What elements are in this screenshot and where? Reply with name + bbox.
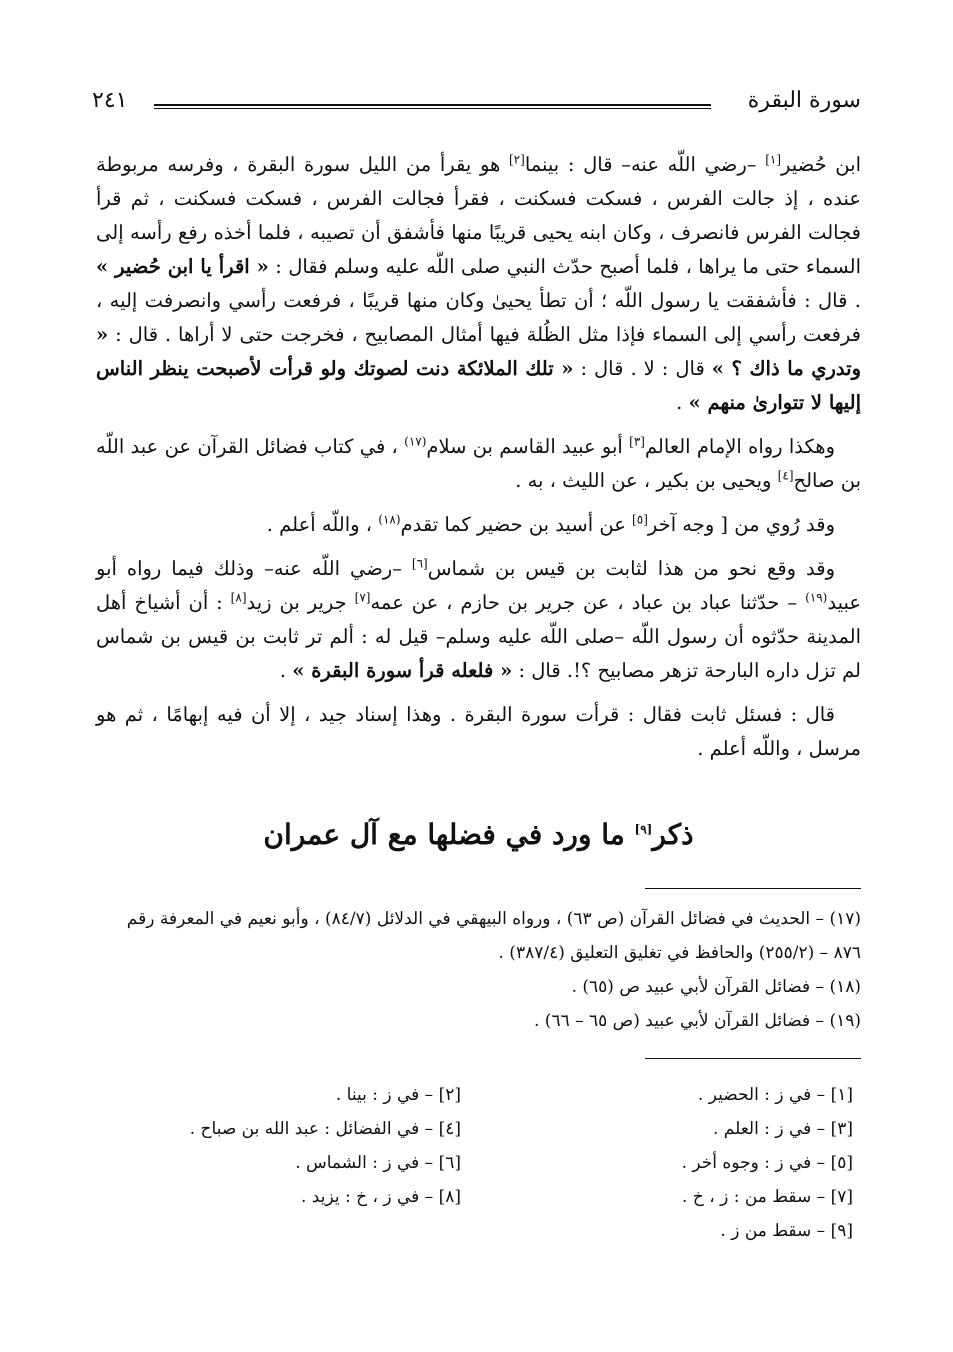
text-run: .	[279, 659, 293, 682]
hadith-quote: « وتدري ما ذاك ؟ »	[96, 323, 861, 380]
text-run: وقد رُوي من [ وجه آخر	[647, 513, 835, 536]
variant-note-8: [٨] – في ز ، خ : يزيد .	[300, 1187, 461, 1207]
variant-note-7: [٧] – سقط من : ز ، خ .	[682, 1187, 853, 1207]
note-ref: [٧]	[354, 590, 371, 605]
variant-notes-right-column	[593, 1078, 853, 1248]
main-text	[96, 148, 861, 766]
text-run: – حدّثنا عباد بن عباد ، عن جرير بن حازم ، عن عمه	[370, 591, 806, 614]
section-heading	[96, 818, 861, 851]
variant-note-6: [٦] – في ز : الشماس .	[295, 1153, 461, 1173]
footnote-18: (١٨) – فضائل القرآن لأبي عبيد ص (٦٥) .	[571, 977, 861, 997]
text-run: وقد وقع نحو من هذا لثابت بن قيس بن شماس	[427, 557, 835, 580]
text-run: –رضي اللّه عنه– وذلك فيما رواه أبو عبيد	[96, 557, 861, 614]
note-ref: [١]	[765, 152, 782, 167]
variant-note-2: [٢] – في ز : بينا .	[335, 1085, 461, 1105]
text-run: هو يقرأ من الليل سورة البقرة ، وفرسه مربوطة عنده ، إذ جالت الفرس ، فسكت فسكنت ، فقرأ فجالت الفرس ، فسكت فسكنت ، ثم قرأ فجالت الفرس فانصرف ، وكان ابنه يحيى قريبًا منها فأشفق أن تصيبه ، فلما أخذه رفع رأسه إلى السماء حتى ما يراها ، فلما أصبح حدّث النبي صلى اللّه عليه وسلم فقال :	[96, 153, 861, 278]
text-run: أبو عبيد القاسم بن سلام	[426, 435, 630, 458]
hadith-quote: « اقرأ يا ابن حُضير »	[96, 255, 269, 278]
heading-text: ذكر	[652, 818, 694, 851]
text-run: ، في كتاب فضائل القرآن عن عبد اللّه بن صالح	[96, 435, 861, 492]
note-ref: [٣]	[629, 434, 645, 449]
text-run: ويحيى بن بكير ، عن الليث ، به .	[515, 469, 778, 492]
paragraph-1	[96, 148, 861, 420]
paragraph-2	[96, 430, 861, 498]
variant-notes-left-column	[81, 1078, 461, 1214]
footnote-ref: (١٨)	[378, 512, 401, 527]
running-title: سورة البقرة	[747, 88, 861, 113]
note-ref: [٨]	[230, 590, 247, 605]
variant-note-1: [١] – في ز : الحضير .	[697, 1085, 853, 1105]
note-ref: [٦]	[411, 556, 428, 571]
page-number: ٢٤١	[92, 88, 128, 113]
footnote-ref: (١٧)	[404, 434, 427, 449]
footnote-17: (١٧) – الحديث في فضائل القرآن (ص ٦٣) ، ورواه البيهقي في الدلائل (٨٤/٧) ، وأبو نعيم في المعرفة رقم ٨٧٦ – (٢٥٥/٢) والحافظ في تغليق التعليق (٣٨٧/٤) .	[126, 909, 861, 963]
footnote-19: (١٩) – فضائل القرآن لأبي عبيد (ص ٦٥ – ٦٦) .	[533, 1011, 861, 1031]
note-ref: [٢]	[508, 152, 525, 167]
note-ref: [٤]	[777, 468, 794, 483]
paragraph-5	[96, 698, 861, 766]
text-run: قال : فسئل ثابت فقال : قرأت سورة البقرة . وهذا إسناد جيد ، إلا أن فيه إبهامًا ، ثم هو مرسل ، واللّه أعلم .	[96, 703, 861, 760]
text-run: : أن أشياخ أهل المدينة حدّثوه أن رسول اللّه –صلى اللّه عليه وسلم– قيل له : ألم تر ثابت بن قيس بن شماس لم تزل داره البارحة تزهر مصابيح ؟!. قال :	[96, 591, 861, 682]
paragraph-3	[96, 508, 861, 542]
note-ref: [٥]	[632, 512, 648, 527]
text-run: وهكذا رواه الإمام العالم	[644, 435, 835, 458]
text-run: ، واللّه أعلم .	[266, 513, 379, 536]
page-header	[92, 88, 861, 124]
variant-note-5: [٥] – في ز : وجوه أخر .	[681, 1153, 853, 1173]
hadith-quote: « فلعله قرأ سورة البقرة »	[292, 659, 513, 682]
text-run: . قال : فأشفقت يا رسول اللّه ؛ أن تطأ يحيىٰ وكان منها قريبًا ، فرفعت رأسي وانصرفت إليه ، فرفعت رأسي إلى السماء فإذا مثل الظُلة فيها أمثال المصابيح ، فخرجت حتى لا أراها . قال :	[96, 289, 861, 346]
text-run: ابن حُضير	[781, 153, 861, 176]
text-run: –رضي اللّه عنه– قال : بينما	[524, 153, 766, 176]
variant-note-9: [٩] – سقط من ز .	[720, 1221, 853, 1241]
footnote-ref: (١٩)	[805, 590, 828, 605]
header-rule-thin	[154, 108, 711, 109]
text-run: جرير بن زيد	[246, 591, 355, 614]
hadith-quote: « تلك الملائكة دنت لصوتك ولو قرأت لأصبحت ينظر الناس إليها لا تتوارىٰ منهم »	[96, 357, 861, 414]
text-run: .	[676, 391, 689, 414]
header-rule	[154, 104, 711, 106]
variant-note-4: [٤] – في الفضائل : عبد الله بن صباح .	[189, 1119, 461, 1139]
footnote-separator	[645, 888, 861, 889]
variant-notes-separator	[645, 1058, 861, 1059]
footnotes	[96, 902, 861, 1038]
variant-note-3: [٣] – في ز : العلم .	[712, 1119, 853, 1139]
heading-text: ما ورد في فضلها مع آل عمران	[263, 818, 635, 851]
text-run: قال : لا . قال :	[573, 357, 712, 380]
text-run: عن أسيد بن حضير كما تقدم	[400, 513, 633, 536]
note-ref: [٩]	[634, 822, 653, 837]
paragraph-4	[96, 552, 861, 688]
